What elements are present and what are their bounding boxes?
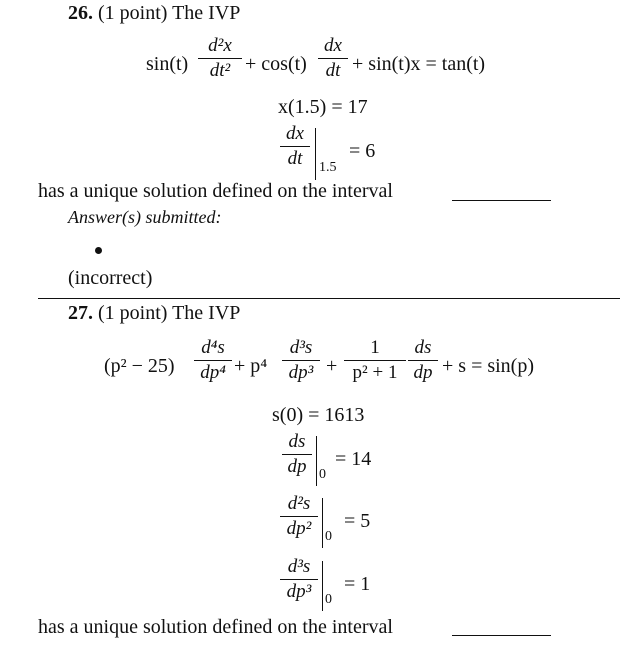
ic-27-2-eval-point: 0 bbox=[319, 467, 326, 482]
problem-26-points: (1 point) The IVP bbox=[98, 2, 241, 24]
ic-26-1: x(1.5) = 17 bbox=[278, 96, 368, 118]
ode-27-coef1: (p² − 25) bbox=[104, 355, 175, 377]
interval-26-blank[interactable] bbox=[452, 200, 551, 201]
ode-26-second-derivative bbox=[198, 36, 242, 81]
frac-den: dp bbox=[413, 362, 433, 383]
answer-status: (incorrect) bbox=[68, 267, 153, 289]
ic-27-2-derivative bbox=[282, 432, 312, 477]
problem-26-number: 26. bbox=[68, 2, 93, 24]
frac-num: ds bbox=[288, 431, 306, 452]
frac-den: dp⁴ bbox=[200, 362, 226, 383]
problem-26-header bbox=[68, 2, 240, 25]
ic-26-2-value: = 6 bbox=[349, 140, 376, 162]
frac-num: dx bbox=[286, 123, 304, 144]
answer-bullet bbox=[95, 247, 102, 254]
ic-27-4-derivative bbox=[280, 557, 318, 602]
ode-27-coef2: + p⁴ bbox=[234, 355, 268, 377]
ic-27-1: s(0) = 1613 bbox=[272, 404, 365, 426]
ic-27-3-eval-point: 0 bbox=[325, 529, 332, 544]
problem-27-header bbox=[68, 302, 240, 325]
frac-den: dt bbox=[287, 148, 303, 169]
ode-26-rest: + sin(t)x = tan(t) bbox=[352, 53, 486, 75]
frac-num: d²x bbox=[208, 35, 232, 56]
frac-num: d³s bbox=[289, 337, 313, 358]
ode-27-plus: + bbox=[326, 355, 338, 377]
ode-27-coef3 bbox=[344, 338, 406, 383]
problem-26-interval-text: has a unique solution defined on the interval bbox=[38, 180, 393, 202]
ode-26-first-derivative bbox=[318, 36, 348, 81]
problem-divider bbox=[38, 298, 620, 299]
problem-27-interval-text: has a unique solution defined on the interval bbox=[38, 616, 393, 638]
problem-27-points: (1 point) The IVP bbox=[98, 302, 241, 324]
frac-num: d²s bbox=[287, 493, 311, 514]
answers-submitted-label: Answer(s) submitted: bbox=[68, 207, 222, 227]
frac-num: d⁴s bbox=[201, 337, 225, 358]
frac-den: dt bbox=[325, 60, 341, 81]
ode-27-third-derivative bbox=[282, 338, 320, 383]
interval-27-blank[interactable] bbox=[452, 635, 551, 636]
ic-27-2-value: = 14 bbox=[335, 448, 372, 470]
frac-num: dx bbox=[324, 35, 342, 56]
frac-num: ds bbox=[414, 337, 432, 358]
ic-27-4-value: = 1 bbox=[344, 573, 371, 595]
ic-26-2-eval-point: 1.5 bbox=[319, 160, 337, 175]
frac-den: p² + 1 bbox=[352, 362, 398, 383]
frac-den: dt² bbox=[209, 60, 231, 81]
ode-27-rest: + s = sin(p) bbox=[442, 355, 535, 377]
ic-27-4-eval-point: 0 bbox=[325, 592, 332, 607]
frac-den: dp² bbox=[286, 518, 312, 539]
ic-27-3-value: = 5 bbox=[344, 510, 371, 532]
ode-26-sin-t: sin(t) bbox=[146, 53, 189, 75]
frac-den: dp bbox=[287, 456, 307, 477]
problem-27-number: 27. bbox=[68, 302, 93, 324]
frac-den: dp³ bbox=[288, 362, 314, 383]
frac-den: dp³ bbox=[286, 581, 312, 602]
ode-27-first-derivative bbox=[408, 338, 438, 383]
ode-26-cos-t: + cos(t) bbox=[245, 53, 307, 75]
ic-26-2-derivative bbox=[280, 124, 310, 169]
ode-27-fourth-derivative bbox=[194, 338, 232, 383]
ic-27-3-derivative bbox=[280, 494, 318, 539]
frac-num: 1 bbox=[370, 337, 380, 358]
frac-num: d³s bbox=[287, 556, 311, 577]
